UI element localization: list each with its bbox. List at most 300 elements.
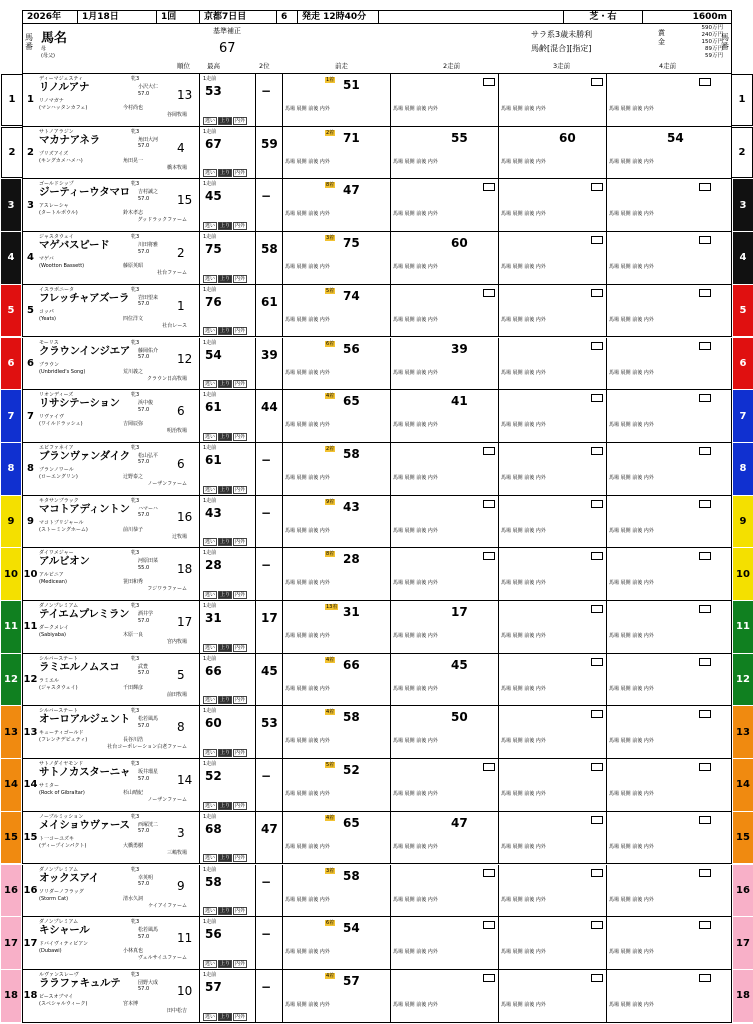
empty-box (591, 394, 603, 402)
prev-race-1[interactable] (283, 179, 391, 231)
rank-value: 8 (177, 720, 185, 735)
waku-strip-right: 15 (733, 812, 753, 864)
waku-strip-left: 9 (1, 496, 21, 548)
prev-tag: 展開 (620, 1001, 633, 1008)
horse-row[interactable] (4, 970, 750, 1023)
horse-info (39, 287, 191, 339)
prev-tag: 内外 (535, 264, 546, 271)
sex-age: 牝3 (131, 234, 140, 241)
prev-race-1[interactable] (283, 443, 391, 495)
jockey-name: 岩田望来 (138, 294, 159, 301)
prev-tag: 展開 (620, 158, 633, 165)
best-label: 最高 (207, 62, 220, 70)
prev-race-2[interactable] (391, 179, 499, 231)
prev-race-1[interactable] (283, 970, 391, 1022)
sire-name: リオンディーズ (39, 392, 74, 399)
prev-tags (285, 264, 330, 270)
prev-race-3[interactable] (499, 390, 607, 442)
prev-race-1[interactable] (283, 812, 391, 864)
horse-row[interactable] (7, 390, 747, 443)
waku-strip-right: 5 (733, 285, 753, 337)
prev-race-2[interactable] (391, 812, 499, 864)
prev-race-3[interactable] (499, 759, 607, 811)
prev-race-1[interactable] (283, 601, 391, 653)
grid-line (199, 285, 200, 337)
prev-tags (285, 475, 330, 481)
prev-race-1[interactable] (283, 390, 391, 442)
prev-race-1[interactable] (283, 496, 391, 548)
best-caption: 1走前 (203, 550, 217, 557)
horse-row[interactable] (4, 601, 750, 654)
prev-race-4[interactable] (607, 338, 715, 390)
trainer-name: 小林真也 (123, 948, 144, 955)
prev-tag: 馬場 (609, 738, 621, 745)
style-tag: 逃い (205, 275, 216, 282)
horse-info (39, 550, 191, 602)
prev-tag: 展開 (620, 474, 633, 481)
prev-tag: 馬場 (609, 633, 621, 639)
prev-race-1[interactable] (283, 74, 391, 126)
prev-race-2[interactable] (391, 74, 499, 126)
prev-race-4[interactable] (607, 917, 715, 969)
empty-box (699, 500, 711, 508)
prev-race-2[interactable] (391, 548, 499, 600)
prev-race-4[interactable] (607, 865, 715, 917)
trainer-name: 前川恭子 (123, 526, 144, 533)
prev-race-4[interactable] (607, 390, 715, 442)
running-style-tags (203, 696, 247, 704)
prev-tag: 馬場 (501, 422, 513, 429)
prev-tag: 内外 (535, 158, 546, 165)
damsire-name: (ローエングリン) (39, 473, 78, 480)
prev-race-2[interactable] (391, 706, 499, 758)
jockey-info (138, 822, 158, 835)
sex-age: 牝3 (131, 128, 140, 135)
horse-row[interactable] (4, 706, 750, 759)
race-distance: 1600m (692, 12, 727, 22)
style-tag: 逃い (205, 170, 216, 177)
prev-race-4[interactable] (607, 285, 715, 337)
prev-tag: 馬場 (393, 843, 405, 850)
prev-tags (285, 791, 330, 797)
prev-tag: 内外 (643, 843, 654, 850)
style-tag: 上り (220, 960, 231, 967)
rank-value: 16 (177, 509, 193, 524)
prev-tag: 展開 (296, 1001, 309, 1008)
prev-race-3[interactable] (499, 179, 607, 231)
grid-line (199, 232, 200, 284)
prev-tag: 展開 (512, 896, 525, 903)
prev-tags (609, 106, 654, 112)
prev-finish: 6着 (326, 920, 335, 927)
damsire-name: (ディープインパクト) (39, 842, 87, 849)
prev-tag: 前後 (416, 316, 428, 323)
empty-box (483, 869, 495, 877)
prev-tags (501, 580, 546, 586)
second-index: − (261, 558, 272, 573)
style-tag: 逃い (205, 328, 216, 335)
horse-name[interactable]: ジーティーウタマロ (39, 186, 130, 199)
prize-list (673, 25, 723, 60)
horse-name[interactable]: マカナアネラ (39, 133, 100, 146)
prev-race-4[interactable] (607, 443, 715, 495)
prev-tags (501, 791, 546, 797)
prev-race-3[interactable] (499, 654, 607, 706)
style-tag: 逃い (205, 591, 216, 598)
prev-race-2[interactable] (391, 865, 499, 917)
prev-finish: 5着 (326, 762, 335, 769)
prev-race-1[interactable] (283, 232, 391, 284)
jockey-name: 浜中俊 (138, 400, 154, 407)
prev-tags (285, 211, 330, 217)
trainer-name: 吉岡辰弥 (123, 421, 144, 428)
prev-finish: 8着 (326, 551, 335, 558)
prev-tag: 展開 (512, 949, 525, 956)
prev-race-4[interactable] (607, 706, 715, 758)
second-index: 59 (261, 136, 278, 151)
umaban: 3 (27, 199, 34, 211)
prev-tags (609, 844, 654, 850)
damsire-name: (キングカメハメハ) (39, 157, 83, 164)
prev-race-3[interactable] (499, 706, 607, 758)
prev-tag: 前後 (416, 580, 428, 587)
dam-name: サミター (39, 783, 60, 790)
horse-row[interactable] (7, 496, 747, 549)
best-caption: 1走前 (203, 708, 217, 715)
prize-2: 240万円 (701, 32, 723, 38)
style-tag: 上り (220, 223, 231, 230)
prev-race-3[interactable] (499, 496, 607, 548)
prev-race-2[interactable] (391, 443, 499, 495)
style-tag: 上り (220, 908, 231, 915)
grid-line (255, 548, 256, 600)
prev-tag: 前後 (524, 158, 536, 165)
prev-race-3[interactable] (499, 285, 607, 337)
waku-strip-right: 14 (733, 759, 753, 811)
damsire-name: (Storm Cat) (39, 895, 69, 902)
prev-race-1[interactable] (283, 759, 391, 811)
prev-race-4[interactable] (607, 970, 715, 1022)
prev-race-2[interactable] (391, 917, 499, 969)
prev-race-4[interactable] (607, 601, 715, 653)
dam-name: ラミエル (39, 677, 60, 684)
horse-name[interactable]: サトノカスターニャ (39, 766, 131, 779)
prev-tags (609, 264, 654, 270)
horse-row[interactable] (4, 654, 750, 707)
prev-race-1[interactable] (283, 338, 391, 390)
prev-race-3[interactable] (499, 812, 607, 864)
prev-tags (501, 1002, 546, 1008)
prev-tag: 展開 (404, 685, 417, 692)
prev-tag: 展開 (620, 949, 633, 956)
prev-index: 75 (343, 236, 360, 251)
horse-name[interactable]: フレッチャアズーラ (39, 291, 130, 304)
prev-race-2[interactable] (391, 390, 499, 442)
prize-1: 590万円 (701, 25, 723, 31)
prev-race-2[interactable] (391, 232, 499, 284)
prev-race-2[interactable] (391, 759, 499, 811)
horse-row[interactable] (4, 865, 750, 918)
horse-row[interactable] (4, 759, 750, 812)
horse-row[interactable] (7, 443, 747, 496)
prev-tag: 前後 (632, 422, 644, 429)
dam-name: リヴァイヴ (39, 414, 64, 421)
prev-tag: 馬場 (609, 316, 621, 323)
prev-race-1[interactable] (283, 865, 391, 917)
trainer-name: 木原一良 (123, 632, 144, 638)
horse-name[interactable]: オックスアイ (39, 871, 99, 884)
prev-tag: 内外 (427, 369, 438, 376)
rank-value: 1 (177, 298, 185, 313)
style-tag: 上り (220, 644, 231, 651)
prev-tag: 前後 (308, 264, 320, 271)
empty-box (591, 816, 603, 824)
running-style-tags (203, 644, 247, 652)
prev-tags (393, 528, 438, 534)
prev-index: 47 (343, 183, 360, 198)
prev-race-3[interactable] (499, 548, 607, 600)
weight: 57.0 (138, 195, 150, 202)
horse-name[interactable]: マコトアディントン (39, 502, 130, 515)
best-index: 43 (205, 505, 222, 520)
prev-race-2[interactable] (391, 970, 499, 1022)
horse-row[interactable] (4, 917, 750, 970)
prev-tag: 内外 (427, 633, 438, 639)
prev-tag: 展開 (404, 158, 417, 165)
prev-tag: 前後 (416, 1001, 428, 1008)
sire-name: ダノンプレミアム (39, 866, 79, 873)
prev-tag: 展開 (296, 949, 309, 956)
prev-race-4[interactable] (607, 759, 715, 811)
sex-age: 牝3 (131, 919, 140, 926)
jockey-name: 松山弘平 (138, 452, 159, 459)
prev-tag: 前後 (416, 211, 428, 218)
empty-box (591, 605, 603, 613)
prev-race-3[interactable] (499, 970, 607, 1022)
sex-age: 牝3 (131, 497, 140, 504)
best-index: 60 (205, 716, 222, 731)
prev-race-3[interactable] (499, 917, 607, 969)
horse-name[interactable]: リサシテーション (39, 397, 120, 410)
horse-row[interactable] (7, 285, 747, 338)
horse-name[interactable]: オーロアルジェント (39, 713, 130, 726)
empty-box (483, 289, 495, 297)
trainer-name: 長谷川浩 (123, 737, 144, 744)
prev-tag: 前後 (524, 369, 536, 376)
horse-name[interactable]: メイショウヴァース (39, 818, 130, 831)
weight: 57.0 (138, 670, 150, 677)
horse-name[interactable]: ララファキュルテ (39, 976, 121, 989)
prev-tag: 前後 (308, 474, 320, 481)
prev-race-4[interactable] (607, 179, 715, 231)
prev-tag: 内外 (319, 791, 330, 798)
prev-tag: 馬場 (609, 527, 621, 534)
prev-tag: 展開 (512, 738, 525, 745)
horse-row[interactable] (7, 179, 747, 232)
best-caption: 1走前 (203, 497, 217, 504)
prev-race-3[interactable] (499, 232, 607, 284)
grid-line (255, 74, 256, 126)
damsire-name: (スペシャルウィーク) (39, 1000, 88, 1007)
waku-strip-right: 17 (733, 917, 753, 969)
prev-tag: 馬場 (501, 369, 513, 376)
horse-info (39, 656, 191, 708)
prev-tag: 展開 (296, 474, 309, 481)
horse-name[interactable]: マゲバスピード (39, 239, 110, 252)
prev-tag: 展開 (512, 843, 525, 850)
horse-row[interactable] (8, 127, 746, 180)
weight: 57.0 (138, 933, 150, 940)
prev-race-1[interactable] (283, 548, 391, 600)
prev-tag: 内外 (427, 316, 438, 323)
prev-tag: 前後 (632, 264, 644, 271)
running-style-tags (203, 538, 247, 546)
empty-box (591, 869, 603, 877)
best-caption: 1走前 (203, 444, 217, 451)
prev-race-1[interactable] (283, 127, 391, 179)
prev-tag: 内外 (535, 896, 546, 903)
prev-race-2[interactable] (391, 285, 499, 337)
prev-race-3[interactable] (499, 865, 607, 917)
prev-tag: 内外 (643, 158, 654, 165)
prev-race-3[interactable] (499, 338, 607, 390)
horse-row[interactable] (8, 74, 746, 127)
prev-finish: 4着 (326, 814, 335, 821)
prev-race-4[interactable] (607, 548, 715, 600)
horse-name[interactable]: ブランヴァンダイク (39, 449, 130, 462)
prev-tag: 内外 (319, 264, 330, 271)
prev-race-4[interactable] (607, 654, 715, 706)
horse-name[interactable]: テイエムプレミラン (39, 608, 130, 620)
umaban-label: 馬番 (25, 33, 33, 51)
prev-race-2[interactable] (391, 654, 499, 706)
prev-race-2[interactable] (391, 127, 499, 179)
style-tag: 内外 (235, 644, 246, 651)
umaban: 13 (23, 726, 38, 738)
horse-row[interactable] (4, 812, 750, 865)
prev-tag: 馬場 (501, 843, 513, 850)
prev-race-4[interactable] (607, 127, 715, 179)
prev-race-1[interactable] (283, 706, 391, 758)
jockey-name: 松若風馬 (138, 716, 159, 723)
prev-tags (609, 580, 654, 586)
best-index: 66 (205, 663, 222, 678)
prev-race-3[interactable] (499, 443, 607, 495)
prev-race-3[interactable] (499, 74, 607, 126)
jockey-name: 酒井学 (138, 611, 154, 617)
prev-tag: 前後 (524, 316, 536, 323)
horse-name[interactable]: クラウンインジエア (39, 344, 131, 357)
prev-tag: 馬場 (285, 843, 297, 850)
prev-index: 58 (343, 446, 360, 461)
prev-race-2[interactable] (391, 601, 499, 653)
sire-name: サトノアラジン (39, 128, 74, 135)
trainer-name: 千田輝彦 (123, 684, 144, 691)
prev-tag: 馬場 (609, 896, 621, 903)
prev-tag: 前後 (416, 422, 428, 429)
prev-tag: 展開 (404, 211, 417, 218)
prev-tags (609, 370, 654, 376)
horse-name[interactable]: アルビオン (39, 555, 90, 568)
prev-race-3[interactable] (499, 127, 607, 179)
horse-name[interactable]: リノルアナ (39, 81, 90, 93)
second-index: 61 (261, 294, 278, 309)
prev-tag: 馬場 (609, 843, 621, 850)
horse-row[interactable] (7, 232, 747, 285)
prev-race-4[interactable] (607, 232, 715, 284)
horse-row[interactable] (7, 338, 747, 391)
second-index: 53 (261, 716, 278, 731)
prev-tag: 内外 (319, 1001, 330, 1008)
style-tag: 上り (220, 381, 231, 388)
jockey-info (138, 189, 158, 202)
dam-label: 母 (41, 46, 47, 52)
prev-tag: 馬場 (609, 1001, 621, 1008)
prev-finish: 9着 (326, 498, 335, 505)
prev-race-2[interactable] (391, 338, 499, 390)
prev-tag: 前後 (308, 369, 320, 376)
prev-tag: 馬場 (501, 685, 513, 692)
prev-tag: 展開 (296, 527, 309, 534)
prev-race-4[interactable] (607, 812, 715, 864)
style-tag: 上り (220, 170, 231, 177)
jockey-info (138, 980, 158, 993)
empty-box (483, 763, 495, 771)
horse-row[interactable] (4, 548, 750, 601)
prev-race-4[interactable] (607, 74, 715, 126)
style-tag: 上り (220, 591, 231, 598)
race-class: サラ系3歳未勝利 (531, 30, 593, 39)
dam-name: キューティゴールド (39, 730, 84, 737)
prev-tag: 前後 (524, 896, 536, 903)
horse-name[interactable]: キシャール (39, 924, 90, 937)
prev-race-1[interactable] (283, 654, 391, 706)
best-index: 75 (205, 242, 222, 257)
horse-info (39, 392, 191, 444)
grid-line (199, 865, 200, 917)
column-header (22, 23, 732, 74)
prev-index: 58 (343, 710, 360, 725)
race-condition: 馬齢[混合][指定] (531, 44, 592, 53)
horse-info (39, 919, 191, 971)
style-tag: 逃い (205, 433, 216, 440)
prev-tags (285, 580, 330, 586)
prev-tag: 内外 (535, 211, 546, 218)
damsire-name: (Medicean) (39, 579, 67, 586)
empty-box (591, 289, 603, 297)
prev-tags (393, 949, 438, 955)
prev-race-4[interactable] (607, 496, 715, 548)
jockey-info (138, 558, 158, 571)
waku-strip-right: 18 (733, 970, 753, 1022)
prev-race-1[interactable] (283, 917, 391, 969)
running-style-tags (203, 907, 247, 915)
prev-tag: 前後 (308, 791, 320, 798)
prev-tag: 前後 (416, 106, 428, 112)
prev-race-2[interactable] (391, 496, 499, 548)
empty-box (699, 710, 711, 718)
prev-race-3[interactable] (499, 601, 607, 653)
prev-race-1[interactable] (283, 285, 391, 337)
horse-name[interactable]: ラミエルノムスコ (39, 660, 120, 673)
prev3-label: 3走前 (553, 62, 571, 70)
prev-tag: 馬場 (609, 369, 621, 376)
empty-box (483, 78, 495, 86)
prev-index: 31 (343, 605, 360, 619)
sire-name: ルヴァンスレーヴ (39, 971, 79, 978)
prev-tag: 展開 (296, 633, 309, 639)
prev-tag: 展開 (620, 896, 633, 903)
